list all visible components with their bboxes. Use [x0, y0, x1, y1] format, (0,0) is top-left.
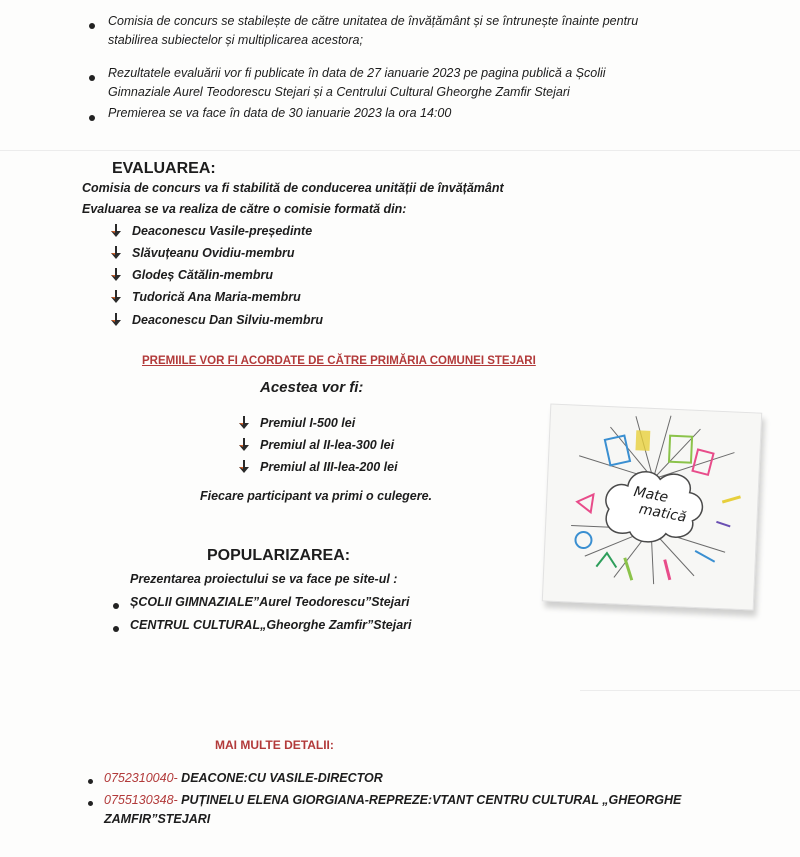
illustration-caption-1: Mate [632, 483, 670, 506]
matematica-illustration [542, 403, 762, 610]
member-item: Slăvuțeanu Ovidiu-membru [132, 246, 295, 260]
evaluare-heading: EVALUAREA: [112, 160, 216, 177]
bullet-dot [89, 75, 95, 81]
bullet-dot [88, 779, 93, 784]
prize-item: Premiul al II-lea-300 lei [260, 438, 395, 452]
arrow-bullet-icon [110, 224, 122, 237]
bullet-3-line-1: Premierea se va face în data de 30 ianuarie 2023 la ora 14:00 [108, 106, 452, 120]
member-item: Deaconescu Vasile-președinte [132, 224, 313, 238]
prize-item: Premiul al III-lea-200 lei [260, 460, 398, 474]
bullet-2-line-2: Gimnaziale Aurel Teodorescu Stejari și a Centrului Cultural Gheorghe Zamfir Stejari [108, 85, 570, 99]
prize-item: Premiul I-500 lei [260, 416, 356, 430]
member-item: Glodeș Cătălin-membru [132, 268, 273, 282]
popularizare-heading: POPULARIZAREA: [207, 547, 351, 564]
arrow-bullet-icon [110, 290, 122, 303]
site-item: CENTRUL CULTURAL„Gheorghe Zamfir”Stejari [130, 618, 412, 632]
illustration-caption-2: matică [637, 501, 688, 526]
bullet-dot [113, 626, 119, 632]
bullet-1-line-2: stabilirea subiectelor și multiplicarea acestora; [108, 33, 363, 47]
evaluare-line-1: Comisia de concurs va fi stabilită de conducerea unității de învățământ [82, 181, 504, 195]
member-item: Tudorică Ana Maria-membru [132, 290, 301, 304]
bullet-1-line-1: Comisia de concurs se stabilește de către unitatea de învățământ și se întrunește înainte pentru [108, 14, 639, 28]
arrow-bullet-icon [238, 460, 250, 473]
contact-row [104, 793, 681, 807]
evaluare-line-2: Evaluarea se va realiza de către o comisie formată din: [82, 202, 407, 216]
premii-heading: PREMIILE VOR FI ACORDATE DE CĂTRE PRIMĂRIA COMUNEI STEJARI [142, 355, 536, 367]
premii-note: Fiecare participant va primi o culegere. [200, 489, 433, 503]
detalii-heading: MAI MULTE DETALII: [215, 738, 334, 752]
contact-text: PUȚINELU ELENA GIORGIANA-REPREZE:VTANT CENTRU CULTURAL „GHEORGHE [177, 793, 682, 807]
arrow-bullet-icon [110, 268, 122, 281]
contact-row [104, 771, 383, 785]
bullet-dot [88, 801, 93, 806]
bullet-2-line-1: Rezultatele evaluării vor fi publicate în data de 27 ianuarie 2023 pe pagina publică a Școlii [108, 66, 606, 80]
bullet-dot [89, 115, 95, 121]
site-item: ȘCOLII GIMNAZIALE”Aurel Teodorescu”Stejari [130, 595, 410, 609]
contact-phone: 0752310040- [104, 771, 178, 785]
arrow-bullet-icon [238, 438, 250, 451]
arrow-bullet-icon [238, 416, 250, 429]
contact-phone: 0755130348- [104, 793, 178, 807]
contact-continuation: ZAMFIR”STEJARI [104, 812, 211, 826]
contact-text: DEACONE:CU VASILE-DIRECTOR [177, 771, 383, 785]
member-item: Deaconescu Dan Silviu-membru [132, 313, 324, 327]
premii-subheading: Acestea vor fi: [260, 379, 364, 396]
arrow-bullet-icon [110, 313, 122, 326]
bullet-dot [113, 603, 119, 609]
popularizare-intro: Prezentarea proiectului se va face pe site-ul : [130, 572, 398, 586]
bullet-dot [89, 23, 95, 29]
arrow-bullet-icon [110, 246, 122, 259]
